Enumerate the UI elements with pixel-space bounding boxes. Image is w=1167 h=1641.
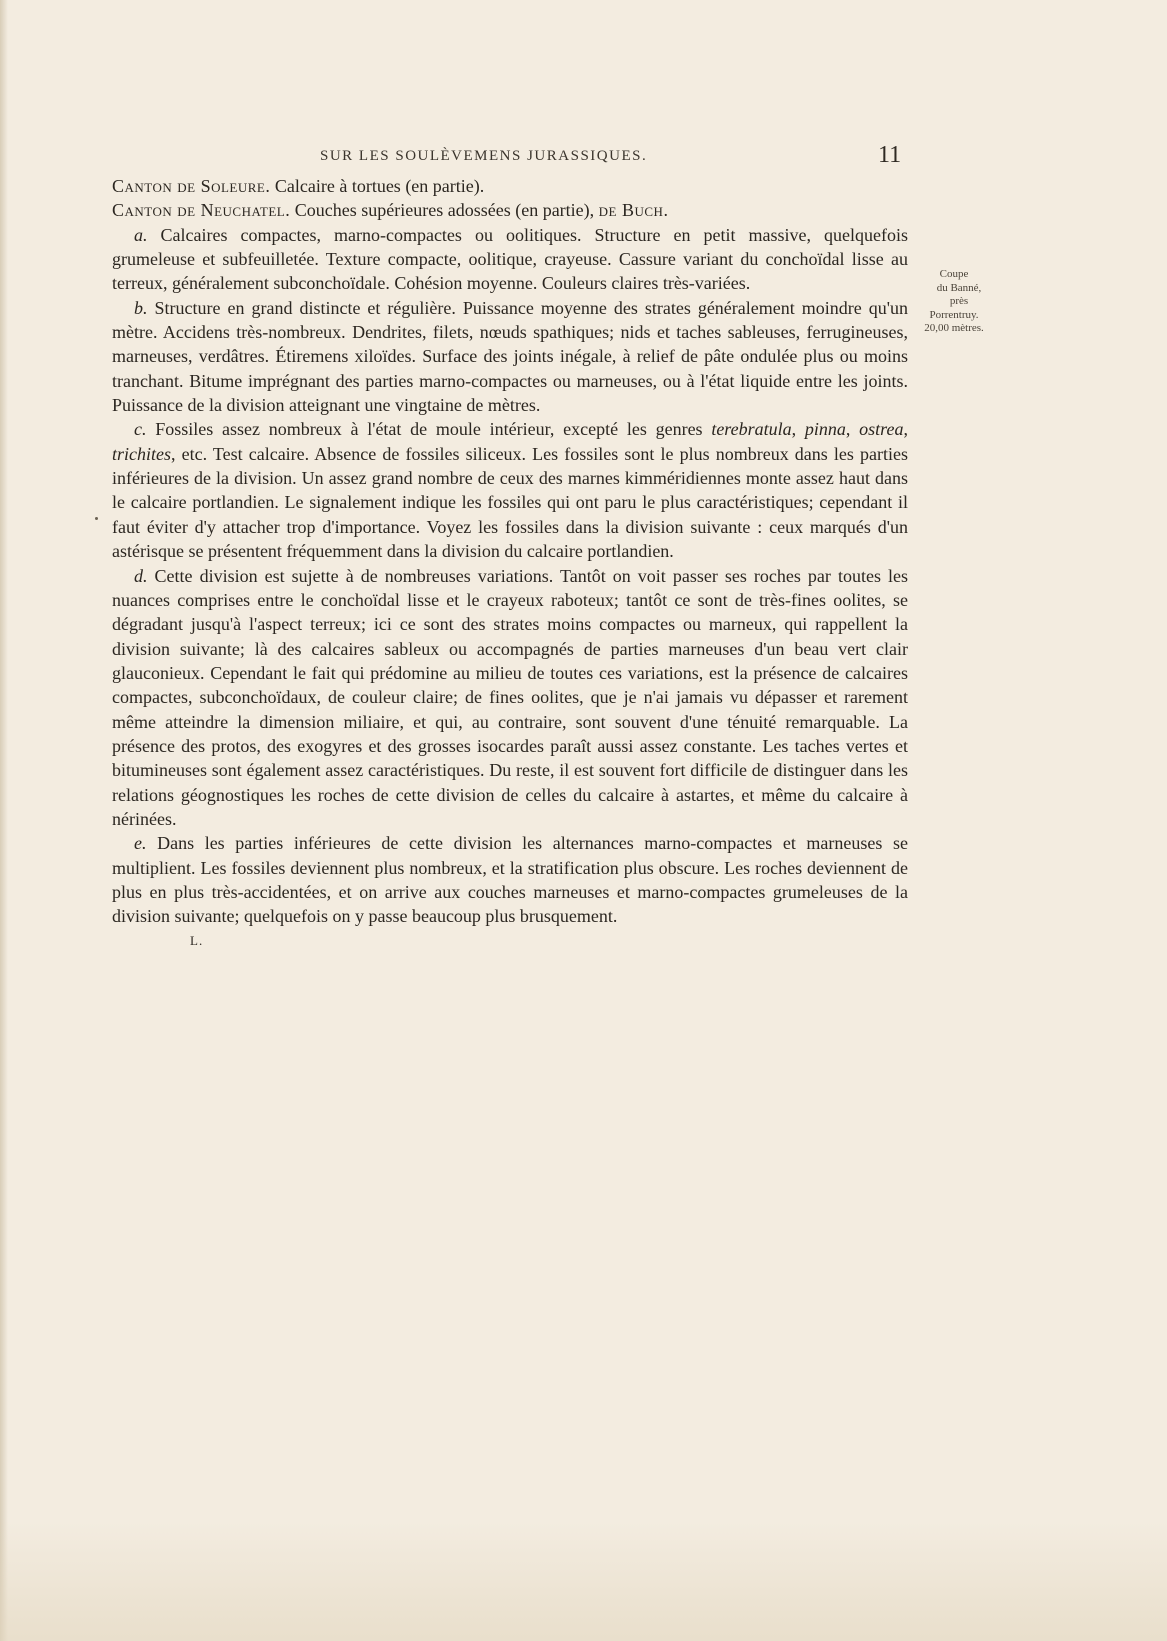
page-stain [0, 1521, 1167, 1641]
paragraph-label: b. [134, 297, 148, 318]
paragraph-text: Dans les parties inférieures de cette division les alternances marno-compactes et marneuses se multiplient. Les fossiles deviennent plus nombreux, et la stratification plus obscure. Les roches deviennent de plus en plus très-accidentées, et on arrive aux couches marneuses et marno-compactes grumeleuses de la division suivante; quelquefois on y passe beaucoup plus brusquement. [112, 833, 908, 927]
separator: , [791, 419, 805, 440]
margin-note [906, 268, 1002, 336]
margin-note-line: du Banné, [936, 281, 982, 294]
genus-name: ostrea [859, 419, 904, 440]
canton-name: Canton de Neuchatel. [112, 200, 291, 221]
margin-note-line: 20,00 mètres. [924, 322, 984, 334]
body-text [112, 174, 908, 953]
canton-name: Canton de Soleure. [112, 176, 271, 196]
paragraph-text: Fossiles assez nombreux à l'état de moule intérieur, excepté les genres [146, 419, 712, 440]
paragraph-label: a. [134, 224, 148, 245]
separator: , [845, 419, 860, 440]
margin-note-line: près [949, 295, 969, 307]
running-head: SUR LES SOULÈVEMENS JURASSIQUES. [320, 148, 648, 164]
margin-note-line: Porrentruy. [929, 308, 979, 321]
genus-name: trichites [112, 443, 171, 464]
paragraph-d [112, 564, 908, 832]
paragraph-text: Calcaires compactes, marno-compactes ou oolitiques. Structure en petit massive, quelquefois grumeleuse et subfeuilletée. Texture compacte, oolitique, crayeuse. Cassure variant du conchoïdal lisse au terreux, généralement subconchoïdale. Cohésion moyenne. Couleurs claires très-variées. [112, 224, 908, 294]
page-header [110, 142, 910, 176]
signature-mark: L. [190, 932, 204, 948]
separator: , [903, 419, 908, 440]
canton-line [112, 198, 908, 222]
paragraph-label: c. [134, 419, 147, 440]
canton-line [112, 174, 908, 198]
paragraph-a [112, 223, 908, 296]
genus-name: pinna [804, 419, 846, 440]
page-edge-shadow [0, 0, 8, 1641]
page-number: 11 [878, 142, 902, 168]
paragraph-label: d. [134, 565, 148, 586]
canton-author: de Buch. [598, 200, 669, 221]
canton-text: Calcaire à tortues (en partie). [270, 176, 485, 196]
margin-note-line: Coupe [939, 268, 969, 280]
paragraph-text: , etc. Test calcaire. Absence de fossiles siliceux. Les fossiles sont le plus nombreux dans les parties inférieures de la division. Un assez grand nombre de ceux des marnes kimméridiennes monte assez haut dans le calcaire portlandien. Le signalement indique les fossiles qui ont paru le plus caractéristiques; cependant il faut éviter d'y attacher trop d'importance. Voyez les fossiles dans la division suivante : ceux marqués d'un astérisque se présentent fréquemment dans la division du calcaire portlandien. [112, 443, 908, 562]
genus-name: terebratula [711, 419, 792, 440]
paragraph-text: Structure en grand distincte et régulière. Puissance moyenne des strates généralement moindre qu'un mètre. Accidens très-nombreux. Dendrites, filets, nœuds spathiques; nids et taches sableuses, ferrugineuses, marneuses, verdâtres. Étiremens xiloïdes. Surface des joints inégale, à relief de pâte ondulée plus ou moins tranchant. Bitume imprégnant des parties marno-compactes ou marneuses, ou à l'état liquide entre les joints. Puissance de la division atteignant une vingtaine de mètres. [112, 297, 908, 416]
paragraph-e [112, 831, 908, 928]
paragraph-label: e. [134, 833, 147, 854]
paragraph-c [112, 417, 908, 563]
paragraph-b [112, 296, 908, 418]
canton-text: Couches supérieures adossées (en partie), [290, 200, 599, 221]
paragraph-text: Cette division est sujette à de nombreuses variations. Tantôt on voit passer ses roches par toutes les nuances comprises entre le conchoïdal lisse et le crayeux raboteux; tantôt ce sont de très-fines oolites, se dégradant jusqu'à l'aspect terreux; ici ce sont des strates moins compactes ou marneux, qui rappellent la division suivante; là des calcaires sableux ou accompagnés de parties marneuses d'un beau vert clair glauconieux. Cependant le fait qui prédomine au milieu de toutes ces variations, est la présence de calcaires compactes, subconchoïdaux, de couleur claire; de fines oolites, que je n'ai jamais vu dépasser et rarement même atteindre la dimension miliaire, et qui, au contraire, sont souvent d'une ténuité remarquable. La présence des protos, des exogyres et des grosses isocardes paraît aussi assez constante. Les taches vertes et bitumineuses sont également assez caractéristiques. Du reste, il est souvent fort difficile de distinguer dans les relations géognostiques les roches de cette division de celles du calcaire à astartes, et même du calcaire à nérinées. [112, 565, 908, 829]
print-speck [95, 517, 98, 520]
